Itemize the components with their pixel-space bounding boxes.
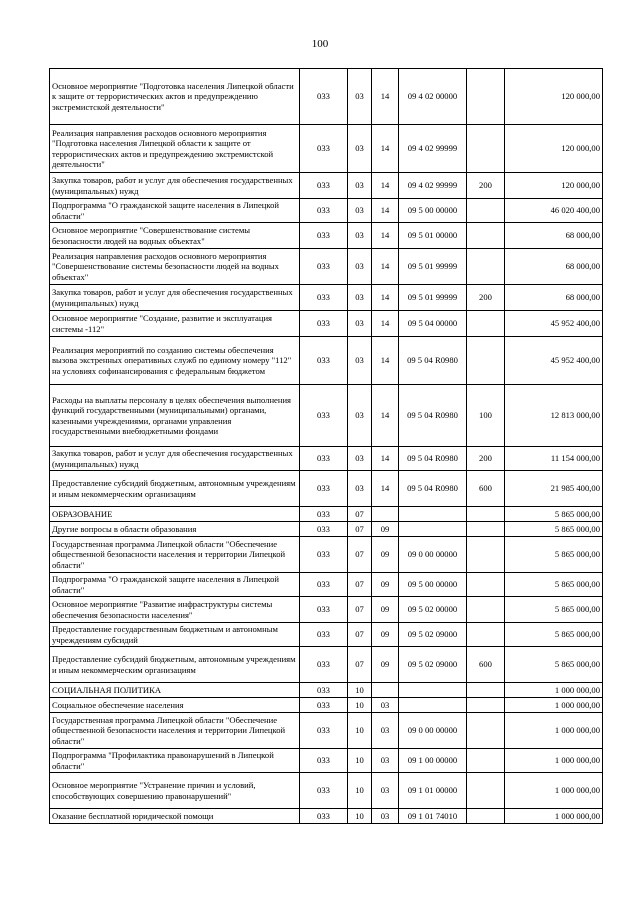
- amount: 68 000,00: [505, 249, 603, 285]
- row-name: Социальное обеспечение населения: [50, 698, 300, 713]
- expense-type-code: [467, 249, 505, 285]
- table-row: [50, 223, 603, 249]
- subsection-code: [372, 683, 399, 698]
- amount: 45 952 400,00: [505, 337, 603, 385]
- row-name: Подпрограмма "О гражданской защите населения в Липецкой области": [50, 199, 300, 223]
- subsection-code: 14: [372, 69, 399, 125]
- row-name: Реализация мероприятий по созданию системы обеспечения вызова экстренных оперативных служб по единому номеру "112" на условиях софинансирования с федеральным бюджетом: [50, 337, 300, 385]
- table-row: [50, 749, 603, 773]
- amount: 1 000 000,00: [505, 713, 603, 749]
- row-name: Предоставление субсидий бюджетным, автономным учреждениям и иным некоммерческим организациям: [50, 647, 300, 683]
- expense-type-code: [467, 199, 505, 223]
- expense-type-code: [467, 537, 505, 573]
- section-code: 10: [348, 749, 372, 773]
- row-name: Основное мероприятие "Создание, развитие и эксплуатация системы -112": [50, 311, 300, 337]
- admin-code: 033: [300, 698, 348, 713]
- subsection-code: 09: [372, 537, 399, 573]
- admin-code: 033: [300, 337, 348, 385]
- table-row: [50, 385, 603, 447]
- subsection-code: 03: [372, 749, 399, 773]
- table-row: [50, 537, 603, 573]
- expense-type-code: [467, 698, 505, 713]
- subsection-code: 03: [372, 698, 399, 713]
- target-article-code: 09 0 00 00000: [399, 537, 467, 573]
- expense-type-code: [467, 749, 505, 773]
- amount: 120 000,00: [505, 173, 603, 199]
- section-code: 10: [348, 809, 372, 824]
- amount: 5 865 000,00: [505, 522, 603, 537]
- amount: 68 000,00: [505, 223, 603, 249]
- section-code: 07: [348, 623, 372, 647]
- expense-type-code: [467, 713, 505, 749]
- row-name: Предоставление государственным бюджетным и автономным учреждениям субсидий: [50, 623, 300, 647]
- subsection-code: 14: [372, 447, 399, 471]
- amount: 21 985 400,00: [505, 471, 603, 507]
- section-code: 03: [348, 223, 372, 249]
- section-code: 07: [348, 507, 372, 522]
- amount: 1 000 000,00: [505, 698, 603, 713]
- target-article-code: 09 5 01 99999: [399, 285, 467, 311]
- admin-code: 033: [300, 471, 348, 507]
- table-row: [50, 125, 603, 173]
- expense-type-code: [467, 809, 505, 824]
- target-article-code: 09 5 01 99999: [399, 249, 467, 285]
- subsection-code: 09: [372, 522, 399, 537]
- row-name: Закупка товаров, работ и услуг для обеспечения государственных (муниципальных) нужд: [50, 285, 300, 311]
- table-row: [50, 199, 603, 223]
- target-article-code: 09 5 04 R0980: [399, 471, 467, 507]
- expense-type-code: 200: [467, 447, 505, 471]
- expense-type-code: 600: [467, 471, 505, 507]
- row-name: Подпрограмма "Профилактика правонарушений в Липецкой области": [50, 749, 300, 773]
- section-code: 03: [348, 471, 372, 507]
- target-article-code: 09 5 04 R0980: [399, 385, 467, 447]
- row-name: Основное мероприятие "Подготовка населения Липецкой области к защите от террористических актов и предупреждению экстремистской деятельности": [50, 69, 300, 125]
- section-code: 03: [348, 447, 372, 471]
- row-name: Закупка товаров, работ и услуг для обеспечения государственных (муниципальных) нужд: [50, 447, 300, 471]
- target-article-code: 09 5 04 R0980: [399, 447, 467, 471]
- row-name: СОЦИАЛЬНАЯ ПОЛИТИКА: [50, 683, 300, 698]
- expense-type-code: [467, 773, 505, 809]
- section-code: 10: [348, 683, 372, 698]
- admin-code: 033: [300, 507, 348, 522]
- table-row: [50, 447, 603, 471]
- admin-code: 033: [300, 597, 348, 623]
- target-article-code: 09 4 02 99999: [399, 173, 467, 199]
- row-name: ОБРАЗОВАНИЕ: [50, 507, 300, 522]
- expense-type-code: [467, 522, 505, 537]
- section-code: 03: [348, 337, 372, 385]
- amount: 68 000,00: [505, 285, 603, 311]
- subsection-code: [372, 507, 399, 522]
- subsection-code: 14: [372, 223, 399, 249]
- row-name: Оказание бесплатной юридической помощи: [50, 809, 300, 824]
- target-article-code: 09 0 00 00000: [399, 713, 467, 749]
- section-code: 03: [348, 385, 372, 447]
- subsection-code: 14: [372, 249, 399, 285]
- admin-code: 033: [300, 773, 348, 809]
- expense-type-code: [467, 597, 505, 623]
- target-article-code: 09 5 02 09000: [399, 623, 467, 647]
- row-name: Государственная программа Липецкой области "Обеспечение общественной безопасности населения и территории Липецкой области": [50, 713, 300, 749]
- target-article-code: [399, 522, 467, 537]
- amount: 5 865 000,00: [505, 623, 603, 647]
- row-name: Основное мероприятие "Устранение причин и условий, способствующих совершению правонарушений": [50, 773, 300, 809]
- row-name: Реализация направления расходов основного мероприятия "Совершенствование системы безопасности людей на водных объектах": [50, 249, 300, 285]
- admin-code: 033: [300, 537, 348, 573]
- row-name: Закупка товаров, работ и услуг для обеспечения государственных (муниципальных) нужд: [50, 173, 300, 199]
- budget-table: [49, 68, 603, 824]
- section-code: 07: [348, 522, 372, 537]
- section-code: 07: [348, 537, 372, 573]
- expense-type-code: [467, 337, 505, 385]
- subsection-code: 14: [372, 125, 399, 173]
- admin-code: 033: [300, 749, 348, 773]
- section-code: 03: [348, 199, 372, 223]
- page-number: 100: [311, 38, 329, 50]
- table-row: [50, 597, 603, 623]
- admin-code: 033: [300, 223, 348, 249]
- target-article-code: 09 5 04 R0980: [399, 337, 467, 385]
- target-article-code: 09 1 01 00000: [399, 773, 467, 809]
- amount: 11 154 000,00: [505, 447, 603, 471]
- admin-code: 033: [300, 285, 348, 311]
- admin-code: 033: [300, 69, 348, 125]
- amount: 1 000 000,00: [505, 683, 603, 698]
- row-name: Другие вопросы в области образования: [50, 522, 300, 537]
- admin-code: 033: [300, 249, 348, 285]
- subsection-code: 09: [372, 647, 399, 683]
- subsection-code: 14: [372, 471, 399, 507]
- section-code: 10: [348, 773, 372, 809]
- table-row: [50, 623, 603, 647]
- row-name: Основное мероприятие "Развитие инфраструктуры системы обеспечения безопасности населения": [50, 597, 300, 623]
- admin-code: 033: [300, 713, 348, 749]
- expense-type-code: [467, 623, 505, 647]
- target-article-code: 09 4 02 99999: [399, 125, 467, 173]
- amount: 46 020 400,00: [505, 199, 603, 223]
- admin-code: 033: [300, 647, 348, 683]
- target-article-code: 09 5 02 09000: [399, 647, 467, 683]
- row-name: Подпрограмма "О гражданской защите населения в Липецкой области": [50, 573, 300, 597]
- admin-code: 033: [300, 683, 348, 698]
- row-name: Государственная программа Липецкой области "Обеспечение общественной безопасности населения и территории Липецкой области": [50, 537, 300, 573]
- target-article-code: 09 5 04 00000: [399, 311, 467, 337]
- amount: 120 000,00: [505, 69, 603, 125]
- table-row: [50, 522, 603, 537]
- target-article-code: 09 5 00 00000: [399, 199, 467, 223]
- subsection-code: 14: [372, 385, 399, 447]
- table-row: [50, 337, 603, 385]
- table-row: [50, 809, 603, 824]
- section-code: 03: [348, 125, 372, 173]
- target-article-code: [399, 683, 467, 698]
- expense-type-code: [467, 683, 505, 698]
- expense-type-code: 200: [467, 173, 505, 199]
- admin-code: 033: [300, 623, 348, 647]
- subsection-code: 14: [372, 285, 399, 311]
- expense-type-code: [467, 125, 505, 173]
- admin-code: 033: [300, 125, 348, 173]
- subsection-code: 03: [372, 713, 399, 749]
- table-row: [50, 173, 603, 199]
- budget-table-body: [50, 69, 603, 824]
- amount: 12 813 000,00: [505, 385, 603, 447]
- target-article-code: [399, 507, 467, 522]
- amount: 5 865 000,00: [505, 537, 603, 573]
- target-article-code: 09 4 02 00000: [399, 69, 467, 125]
- amount: 5 865 000,00: [505, 647, 603, 683]
- subsection-code: 14: [372, 173, 399, 199]
- subsection-code: 03: [372, 809, 399, 824]
- section-code: 03: [348, 285, 372, 311]
- target-article-code: 09 1 00 00000: [399, 749, 467, 773]
- expense-type-code: 600: [467, 647, 505, 683]
- amount: 120 000,00: [505, 125, 603, 173]
- table-row: [50, 507, 603, 522]
- table-row: [50, 249, 603, 285]
- admin-code: 033: [300, 573, 348, 597]
- target-article-code: [399, 698, 467, 713]
- section-code: 07: [348, 597, 372, 623]
- section-code: 10: [348, 698, 372, 713]
- table-row: [50, 698, 603, 713]
- row-name: Предоставление субсидий бюджетным, автономным учреждениям и иным некоммерческим организациям: [50, 471, 300, 507]
- amount: 5 865 000,00: [505, 597, 603, 623]
- target-article-code: 09 5 00 00000: [399, 573, 467, 597]
- admin-code: 033: [300, 311, 348, 337]
- amount: 45 952 400,00: [505, 311, 603, 337]
- expense-type-code: 100: [467, 385, 505, 447]
- subsection-code: 03: [372, 773, 399, 809]
- expense-type-code: [467, 507, 505, 522]
- target-article-code: 09 1 01 74010: [399, 809, 467, 824]
- admin-code: 033: [300, 385, 348, 447]
- expense-type-code: 200: [467, 285, 505, 311]
- table-row: [50, 69, 603, 125]
- subsection-code: 14: [372, 337, 399, 385]
- section-code: 07: [348, 573, 372, 597]
- amount: 1 000 000,00: [505, 809, 603, 824]
- row-name: Основное мероприятие "Совершенствование системы безопасности людей на водных объектах": [50, 223, 300, 249]
- expense-type-code: [467, 69, 505, 125]
- section-code: 07: [348, 647, 372, 683]
- admin-code: 033: [300, 809, 348, 824]
- row-name: Реализация направления расходов основного мероприятия "Подготовка населения Липецкой области к защите от террористических актов и предупреждению экстремистской деятельности": [50, 125, 300, 173]
- subsection-code: 14: [372, 311, 399, 337]
- target-article-code: 09 5 02 00000: [399, 597, 467, 623]
- section-code: 10: [348, 713, 372, 749]
- amount: 5 865 000,00: [505, 573, 603, 597]
- admin-code: 033: [300, 199, 348, 223]
- subsection-code: 09: [372, 623, 399, 647]
- table-row: [50, 573, 603, 597]
- table-row: [50, 683, 603, 698]
- admin-code: 033: [300, 447, 348, 471]
- section-code: 03: [348, 173, 372, 199]
- amount: 1 000 000,00: [505, 773, 603, 809]
- expense-type-code: [467, 573, 505, 597]
- subsection-code: 14: [372, 199, 399, 223]
- table-row: [50, 471, 603, 507]
- expense-type-code: [467, 311, 505, 337]
- admin-code: 033: [300, 173, 348, 199]
- subsection-code: 09: [372, 597, 399, 623]
- section-code: 03: [348, 69, 372, 125]
- amount: 1 000 000,00: [505, 749, 603, 773]
- row-name: Расходы на выплаты персоналу в целях обеспечения выполнения функций государственными (муниципальными) органами, казенными учреждениями, органами управления государственными внебюджетными фондами: [50, 385, 300, 447]
- admin-code: 033: [300, 522, 348, 537]
- table-row: [50, 773, 603, 809]
- section-code: 03: [348, 311, 372, 337]
- table-row: [50, 647, 603, 683]
- table-row: [50, 285, 603, 311]
- target-article-code: 09 5 01 00000: [399, 223, 467, 249]
- amount: 5 865 000,00: [505, 507, 603, 522]
- section-code: 03: [348, 249, 372, 285]
- expense-type-code: [467, 223, 505, 249]
- table-row: [50, 311, 603, 337]
- subsection-code: 09: [372, 573, 399, 597]
- table-row: [50, 713, 603, 749]
